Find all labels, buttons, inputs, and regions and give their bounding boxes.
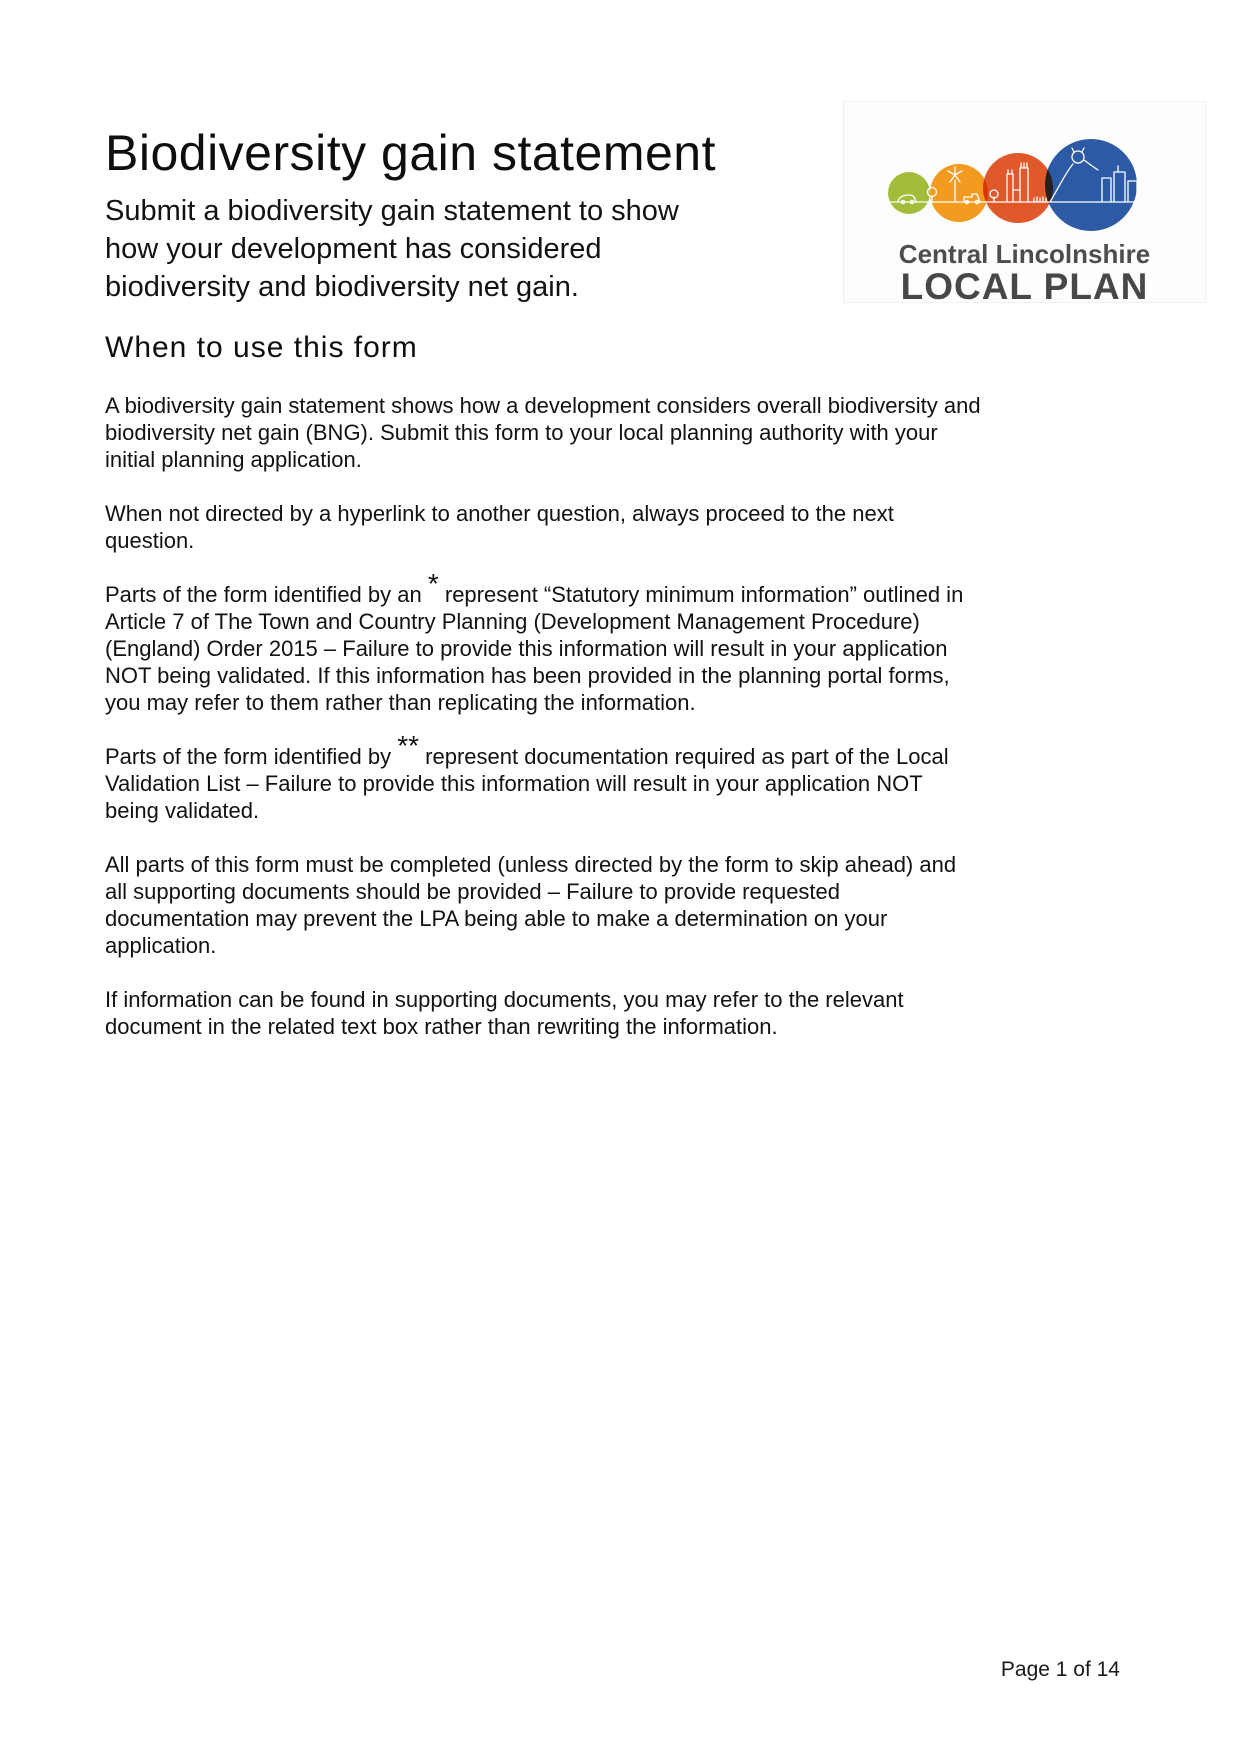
paragraph-line: NOT being validated. If this information has been provided in the planning portal forms,: [105, 663, 950, 688]
paragraph-line: documentation may prevent the LPA being able to make a determination on your: [105, 906, 888, 931]
paragraph-line: Validation List – Failure to provide this information will result in your application NOT: [105, 771, 923, 796]
line-segment: represent documentation required as part of the Local: [419, 744, 949, 769]
central-lincolnshire-local-plan-logo: [843, 101, 1206, 307]
line-segment: Parts of the form identified by: [105, 744, 398, 769]
page-title: Biodiversity gain statement: [105, 125, 717, 181]
paragraph-line: A biodiversity gain statement shows how a development considers overall biodiversity and: [105, 393, 981, 418]
paragraph-line: Parts of the form identified by an * represent “Statutory minimum information” outlined in: [105, 568, 964, 607]
paragraph-intro: [105, 392, 1065, 473]
paragraph-line: all supporting documents should be provided – Failure to provide requested: [105, 879, 841, 904]
paragraph-line: application.: [105, 933, 217, 958]
paragraph-line: document in the related text box rather than rewriting the information.: [105, 1014, 778, 1039]
paragraph-line: you may refer to them rather than replicating the information.: [105, 690, 696, 715]
paragraph-line: initial planning application.: [105, 447, 362, 472]
page-number: Page 1 of 14: [1000, 1658, 1120, 1681]
paragraph-line: If information can be found in supporting documents, you may refer to the relevant: [105, 987, 904, 1012]
paragraph-line: question.: [105, 528, 195, 553]
subtitle-line: Submit a biodiversity gain statement to show: [105, 195, 679, 227]
line-segment: represent “Statutory minimum information” outlined in: [438, 582, 964, 607]
paragraph-local-validation: [105, 730, 1065, 824]
logo-plan-name: LOCAL PLAN: [900, 266, 1149, 307]
paragraph-supporting-documents: [105, 986, 1065, 1040]
subtitle-line: biodiversity and biodiversity net gain.: [105, 271, 579, 303]
paragraph-line: Article 7 of The Town and Country Planning (Development Management Procedure): [105, 609, 920, 634]
paragraph-statutory-minimum: [105, 568, 1065, 716]
paragraph-line: (England) Order 2015 – Failure to provide this information will result in your application: [105, 636, 948, 661]
paragraph-line: being validated.: [105, 798, 260, 823]
paragraph-line: All parts of this form must be completed (unless directed by the form to skip ahead) and: [105, 852, 957, 877]
line-segment: Parts of the form identified by an: [105, 582, 428, 607]
paragraph-line: When not directed by a hyperlink to another question, always proceed to the next: [105, 501, 894, 526]
paragraph-line: Parts of the form identified by ** represent documentation required as part of the Local: [105, 730, 949, 769]
paragraph-completion-requirements: [105, 851, 1065, 959]
paragraph-hyperlink-note: [105, 500, 1065, 554]
subtitle-line: how your development has considered: [105, 233, 602, 265]
body-copy: [105, 392, 1065, 1067]
section-heading: When to use this form: [105, 331, 418, 364]
page-subtitle: [105, 192, 679, 306]
logo-org-name: Central Lincolnshire: [898, 239, 1151, 269]
paragraph-line: biodiversity net gain (BNG). Submit this form to your local planning authority with your: [105, 420, 938, 445]
